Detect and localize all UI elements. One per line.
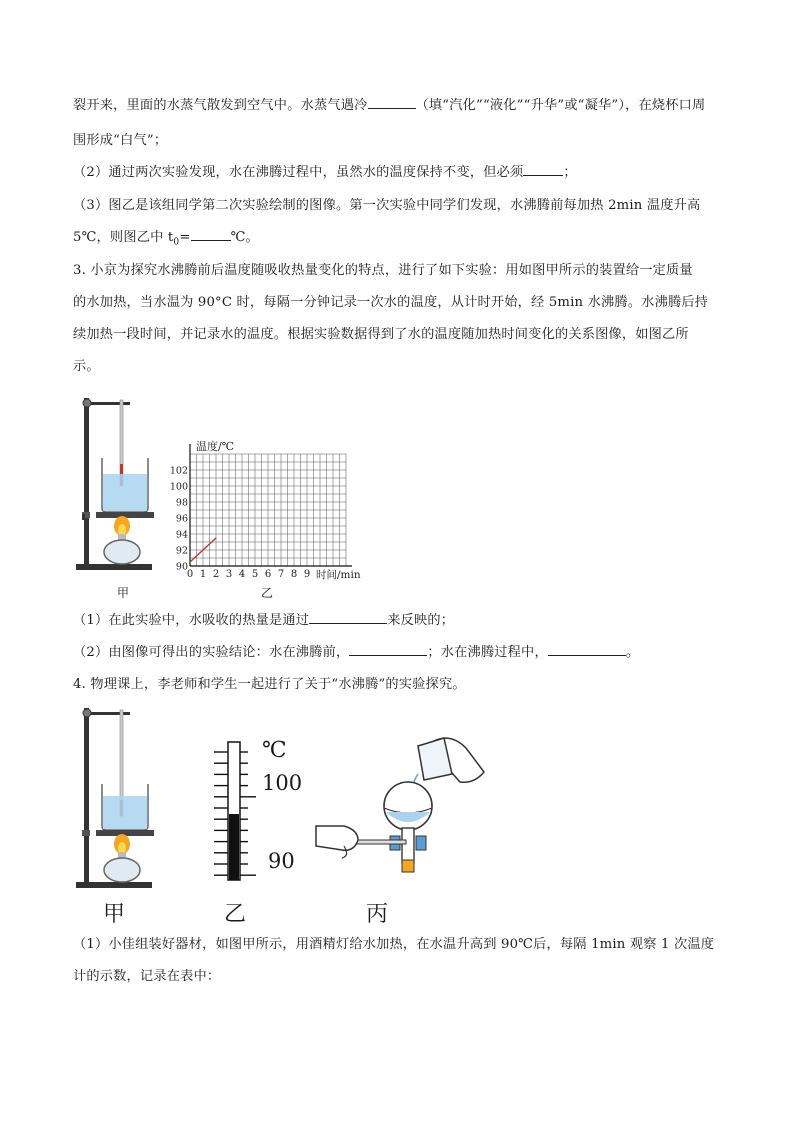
thermometer-tick-100: 100 — [262, 771, 303, 795]
figure-3-label-jia: 甲 — [117, 586, 130, 600]
y-tick-label: 96 — [175, 513, 188, 525]
q3-line-1: 3. 小京为探究水沸腾前后温度随吸收热量变化的特点，进行了如下实验：用如图甲所示的装置给一定质量 — [73, 263, 693, 278]
text-segment: （2）由图像可得出的实验结论：水在沸腾前， — [73, 645, 350, 660]
text-segment: ；水在沸腾过程中， — [427, 645, 548, 660]
text-segment: （填“汽化”“液化”“升华”或“凝华”），在烧杯口周 — [415, 98, 706, 113]
answer-blank[interactable] — [191, 226, 231, 241]
answer-blank[interactable] — [309, 609, 387, 624]
q3-sub-2 — [73, 640, 733, 666]
figure-4-label-jia: 甲 — [103, 902, 126, 927]
text-segment: = — [179, 230, 191, 245]
text-segment: （2）通过两次实验发现，水在沸腾过程中，虽然水的温度保持不变，但必须 — [73, 165, 524, 180]
text-segment: （1）在此实验中，水吸收的热量是通过 — [73, 613, 310, 628]
x-tick-label: 5 — [251, 569, 259, 580]
figure-4-label-bing: 丙 — [366, 902, 389, 927]
q3-line-3: 续加热一段时间，并记录水的温度。根据实验数据得到了水的温度随加热时间变化的关系图像，如图乙所 — [73, 327, 689, 342]
q4-stem: 4. 物理课上，李老师和学生一起进行了关于“水沸腾”的实验探究。 — [73, 677, 466, 692]
x-tick-label: 1 — [199, 569, 207, 580]
y-tick-label: 102 — [169, 465, 188, 477]
subscript: 0 — [173, 237, 180, 248]
chart-ticks — [170, 466, 310, 581]
q4-sub-1-line-1: （1）小佳组装好器材，如图甲所示，用酒精灯给水加热，在水温升高到 90℃后，每隔 1min 观察 1 次温度 — [73, 937, 715, 952]
chart-grid — [190, 454, 346, 566]
text-segment: 来反映的； — [387, 613, 455, 628]
text-segment: ℃。 — [230, 230, 259, 245]
y-tick-label: 98 — [175, 497, 188, 509]
y-tick-label: 90 — [175, 561, 188, 573]
x-tick-label: 4 — [238, 569, 246, 580]
x-tick-label: 0 — [186, 569, 194, 580]
answer-blank[interactable] — [368, 94, 416, 109]
text-line-3 — [73, 160, 733, 186]
figure-4-label-yi: 乙 — [224, 902, 247, 927]
thermometer-tick-90: 90 — [268, 849, 295, 873]
text-line-1 — [73, 93, 733, 119]
chart-x-label: 时间/min — [316, 569, 361, 581]
answer-blank[interactable] — [548, 641, 626, 656]
figure-4-apparatus — [70, 704, 160, 894]
x-tick-label: 3 — [225, 569, 233, 580]
answer-blank[interactable] — [523, 161, 563, 176]
text-segment: 裂开来，里面的水蒸气散发到空气中。水蒸气遇冷 — [73, 98, 368, 113]
q3-line-2: 的水加热，当水温为 90°C 时，每隔一分钟记录一次水的温度，从计时开始，经 5min 水沸腾。水沸腾后持 — [73, 295, 709, 310]
figure-3-apparatus — [70, 394, 160, 576]
x-tick-label: 6 — [264, 569, 272, 580]
figure-3-label-yi: 乙 — [261, 586, 274, 600]
text-segment: 。 — [625, 645, 640, 660]
figure-4-flask-setup — [314, 734, 490, 884]
text-line-4: （3）图乙是该组同学第二次实验绘制的图像。第一次实验中同学们发现，水沸腾前每加热 2min 温度升高 — [73, 198, 701, 213]
chart-axes — [190, 444, 352, 566]
chart-y-label: 温度/℃ — [196, 440, 235, 453]
thermometer-unit: ℃ — [262, 738, 287, 763]
x-tick-label: 8 — [290, 569, 298, 580]
q4-sub-1-line-2: 计的示数，记录在表中： — [73, 969, 221, 984]
q3-line-4: 示。 — [73, 359, 100, 374]
y-tick-label: 94 — [175, 529, 188, 541]
text-segment: 5℃，则图乙中 t — [73, 230, 174, 245]
q3-sub-1 — [73, 608, 733, 634]
text-line-2: 围形成“白气”； — [73, 133, 168, 148]
text-segment: ； — [563, 165, 577, 180]
answer-blank[interactable] — [349, 641, 427, 656]
y-tick-label: 100 — [169, 481, 188, 493]
y-tick-label: 92 — [175, 545, 188, 557]
x-tick-label: 9 — [303, 569, 311, 580]
figure-3-chart — [169, 436, 368, 582]
x-tick-label: 2 — [212, 569, 220, 580]
text-line-5 — [73, 225, 733, 256]
x-tick-label: 7 — [277, 569, 285, 580]
